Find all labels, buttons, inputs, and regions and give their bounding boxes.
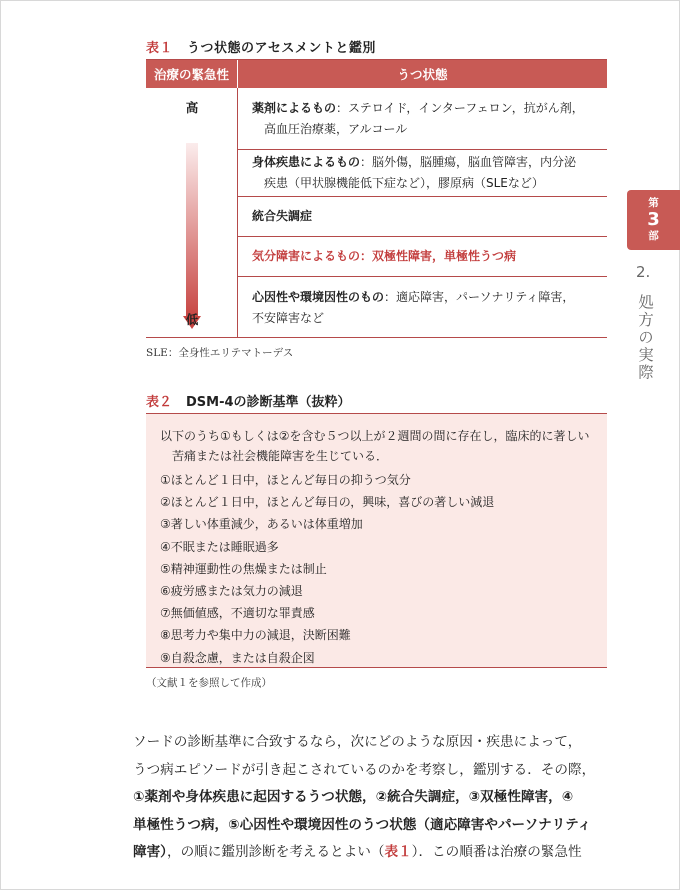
depression-column xyxy=(238,88,607,338)
header-depression: うつ状態 xyxy=(397,67,448,82)
table-row xyxy=(238,197,607,237)
table-reference-link[interactable]: 表１ xyxy=(384,844,412,860)
row-label: 統合失調症 xyxy=(252,209,313,223)
criteria-item: ③著しい体重減少，あるいは体重増加 xyxy=(160,517,363,532)
part-suffix: 部 xyxy=(648,230,659,242)
para-text: ）．この順番は治療の緊急性 xyxy=(411,844,582,860)
table2-box xyxy=(146,413,607,668)
table1-tag: 表１ xyxy=(146,41,174,56)
row-text-cont: 不安障害など xyxy=(252,310,325,325)
row-text: ：脳外傷，脳腫瘍，脳血管障害，内分泌 xyxy=(360,155,577,169)
part-prefix: 第 xyxy=(648,197,659,209)
criteria-item: ⑨自殺念慮，または自殺企図 xyxy=(160,650,315,665)
table-row xyxy=(238,237,607,277)
row-text-cont: 疾患（甲状腺機能低下症など），膠原病（SLEなど） xyxy=(264,176,544,190)
table1-heading xyxy=(146,37,376,56)
row-label: 薬剤によるもの xyxy=(252,100,337,115)
table-row xyxy=(238,277,607,338)
part-tab[interactable] xyxy=(627,190,680,250)
urgency-column xyxy=(146,88,238,338)
criteria-item: ⑦無価値感，不適切な罪責感 xyxy=(160,606,315,621)
row-label: 心因性や環境因性のもの xyxy=(252,289,385,304)
level-low: 低 xyxy=(185,312,199,327)
criteria-intro: 以下のうち①もしくは②を含む５つ以上が２週間の間に存在し，臨床的に著しい苦痛または社会機能障害を生じている． xyxy=(160,429,590,463)
table2-tag: 表２ xyxy=(146,395,173,410)
row-label: 身体疾患によるもの xyxy=(252,155,361,169)
criteria-item: ①ほとんど１日中，ほとんど毎日の抑うつ気分 xyxy=(160,473,411,487)
para-line: ソードの診断基準に合致するなら，次にどのような原因・疾患によって， xyxy=(133,734,582,750)
table1-body xyxy=(146,88,607,338)
para-bold-text: 障害） xyxy=(133,844,167,860)
table2-title: DSM-4の診断基準（抜粋） xyxy=(186,395,351,410)
table1 xyxy=(146,59,607,338)
row-text: ：適応障害，パーソナリティ障害， xyxy=(384,289,575,304)
table2-heading xyxy=(146,391,351,410)
criteria-item: ⑧思考力や集中力の減退，決断困難 xyxy=(160,628,351,643)
chapter-number: 2. xyxy=(636,263,651,281)
para-line: うつ病エピソードが引き起こされているのかを考察し，鑑別する．その際， xyxy=(133,761,596,778)
row-text: ：ステロイド，インターフェロン，抗がん剤， xyxy=(336,100,584,115)
table-row xyxy=(238,88,607,150)
table1-title: うつ状態のアセスメントと鑑別 xyxy=(187,41,376,56)
body-paragraph xyxy=(133,729,611,867)
table1-footnote: SLE：全身性エリテマトーデス xyxy=(146,347,294,359)
criteria-item: ⑤精神運動性の焦燥または制止 xyxy=(160,561,327,576)
header-urgency: 治療の緊急性 xyxy=(146,60,238,88)
criteria-item: ②ほとんど１日中，ほとんど毎日の，興味，喜びの著しい減退 xyxy=(160,495,495,510)
part-number: 3 xyxy=(647,209,660,230)
urgency-arrow-bar xyxy=(186,143,198,319)
table-row xyxy=(238,150,607,197)
table2-source: （文献１を参照して作成） xyxy=(146,677,272,689)
table1-header xyxy=(146,60,607,88)
para-bold-line: ①薬剤や身体疾患に起因するうつ状態，②統合失調症，③双極性障害，④ xyxy=(133,789,574,805)
row-label-highlight: 気分障害によるもの：双極性障害，単極性うつ病 xyxy=(252,249,517,263)
criteria-item: ⑥疲労感または気力の減退 xyxy=(160,584,303,599)
chapter-title: 処方の実際 xyxy=(636,294,654,382)
level-high: 高 xyxy=(185,100,199,115)
para-bold-line: 単極性うつ病，⑤心因性や環境因性のうつ状態（適応障害やパーソナリティ xyxy=(133,816,592,833)
row-text-cont: 高血圧治療薬，アルコール xyxy=(264,121,408,136)
para-text: ，の順に鑑別診断を考えるとよい（ xyxy=(166,844,385,860)
criteria-item: ④不眠または睡眠過多 xyxy=(160,539,279,554)
